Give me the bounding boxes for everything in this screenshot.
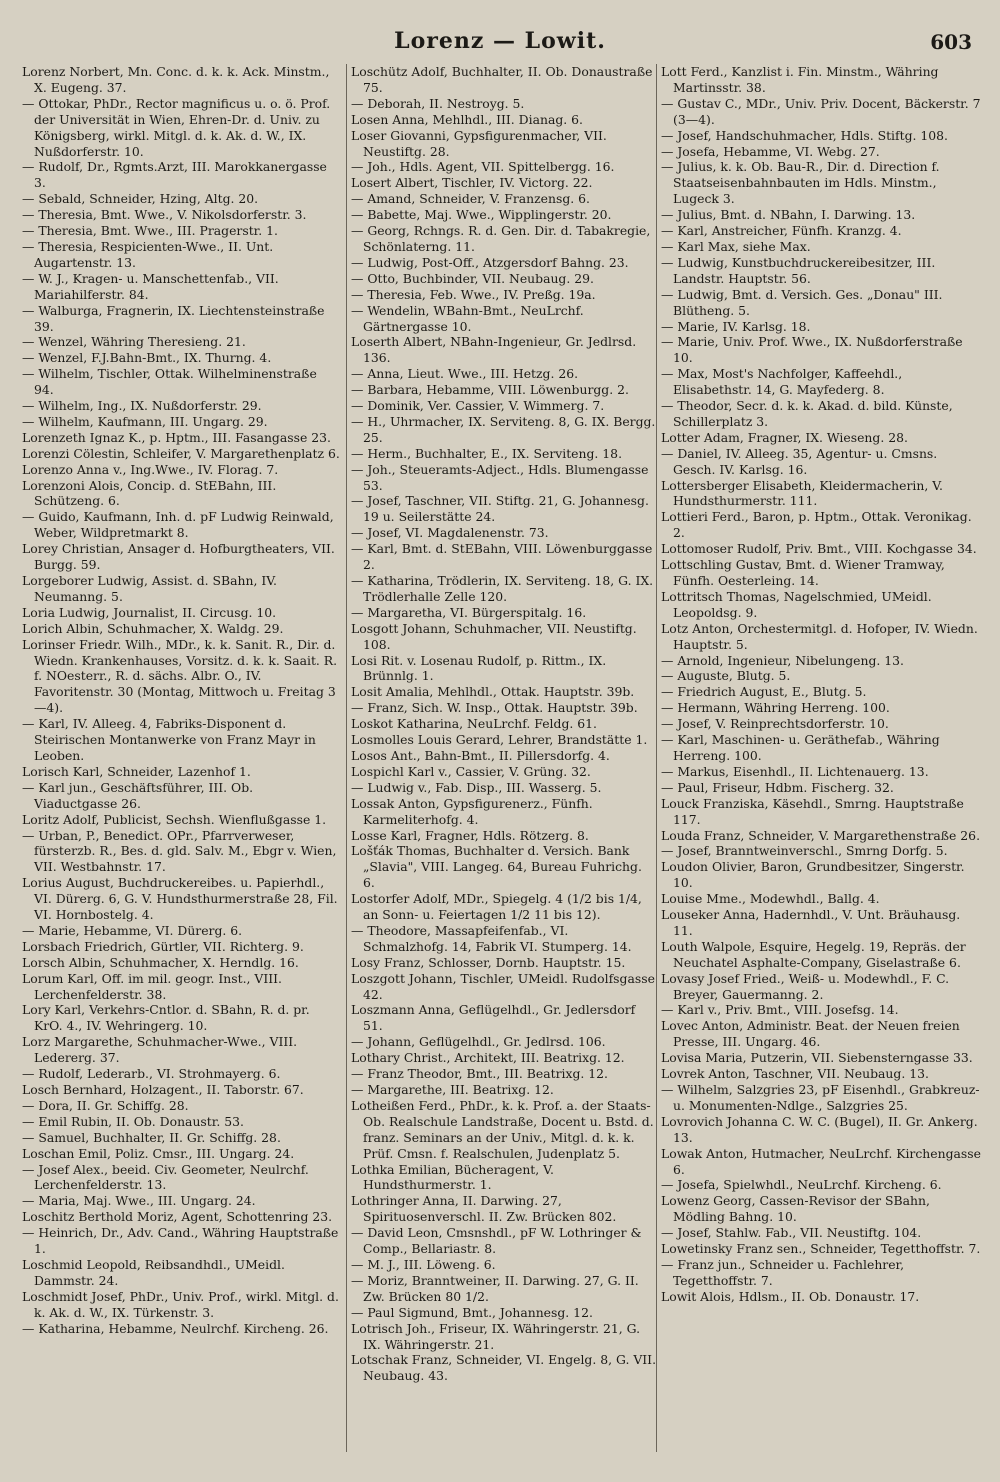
directory-entry: Lostorfer Adolf, MDr., Spiegelg. 4 (1/2 bis 1/4, an Sonn- u. Feiertagen 1/2 11 bis 12).	[351, 891, 642, 923]
directory-entry: Lorius August, Buchdruckereibes. u. Papierhdl., VI. Dürerg. 6, G. V. Hundsthurmerstraße 28, Fil. VI. Hornbostelg. 4.	[22, 875, 338, 923]
directory-entry: — Dominik, Ver. Cassier, V. Wimmerg. 7.	[351, 398, 605, 414]
directory-entry: Lotrisch Joh., Friseur, IX. Währingerstr. 21, G. IX. Währingerstr. 21.	[351, 1320, 641, 1352]
directory-entry: — Josef, VI. Magdalenenstr. 73.	[351, 525, 549, 541]
directory-entry: Louth Walpole, Esquire, Hegelg. 19, Repräs. der Neuchatel Asphalte-Company, Giselastraße 6.	[661, 938, 966, 970]
page-header	[0, 28, 1000, 62]
directory-entry: Losse Karl, Fragner, Hdls. Rötzerg. 8.	[351, 827, 589, 843]
directory-entry: — Ludwig, Bmt. d. Versich. Ges. „Donau" III. Blütheng. 5.	[661, 286, 943, 318]
directory-entry: — Guido, Kaufmann, Inh. d. pF Ludwig Reinwald, Weber, Wildpretmarkt 8.	[22, 509, 334, 541]
column-3	[656, 64, 983, 1452]
directory-entry: Lovasy Josef Fried., Weiß- u. Modewhdl., F. C. Breyer, Gauermanng. 2.	[661, 970, 950, 1002]
directory-entry: — Wenzel, F.J.Bahn-Bmt., IX. Thurng. 4.	[22, 350, 272, 366]
directory-entry: Loserth Albert, NBahn-Ingenieur, Gr. Jedlrsd. 136.	[351, 334, 637, 366]
directory-entry: — Wilhelm, Salzgries 23, pF Eisenhdl., Grabkreuz- u. Monumenten-Ndlge., Salzgries 25.	[661, 1082, 980, 1113]
directory-entry: Lovrek Anton, Taschner, VII. Neubaug. 13.	[661, 1066, 929, 1082]
directory-entry: — Rudolf, Lederarb., VI. Strohmayerg. 6.	[22, 1066, 281, 1082]
directory-entry: Lothringer Anna, II. Darwing. 27, Spirituosenverschl. II. Zw. Brücken 802.	[351, 1193, 617, 1225]
directory-entry: Loschütz Adolf, Buchhalter, II. Ob. Donaustraße 75.	[351, 64, 653, 95]
directory-entry: — Karl jun., Geschäftsführer, III. Ob. Viaductgasse 26.	[22, 779, 254, 811]
directory-entry: — Wilhelm, Kaufmann, III. Ungarg. 29.	[22, 413, 268, 429]
directory-entry: Losit Amalia, Mehlhdl., Ottak. Hauptstr. 39b.	[351, 684, 635, 700]
directory-entry: — Wenzel, Währing Theresieng. 21.	[22, 334, 246, 350]
directory-entry: Lorinser Friedr. Wilh., MDr., k. k. Sanit. R., Dir. d. Wiedn. Krankenhauses, Vorsitz. d. k. k. Saait. R. f. NOesterr., R. d. sächs. Albr. O., IV. Favoritenstr. 30 (Montag, Mittwoch u. Freitag 3—4).	[22, 636, 338, 716]
directory-entry: Losi Rit. v. Losenau Rudolf, p. Rittm., IX. Brünnlg. 1.	[351, 652, 607, 684]
directory-entry: Losch Bernhard, Holzagent., II. Taborstr. 67.	[22, 1082, 304, 1097]
directory-entry: — Rudolf, Dr., Rgmts.Arzt, III. Marokkanergasse 3.	[22, 159, 327, 191]
directory-entry: Lott Ferd., Kanzlist i. Fin. Minstm., Währing Martinsstr. 38.	[661, 64, 939, 95]
directory-entry: — Arnold, Ingenieur, Nibelungeng. 13.	[661, 652, 904, 668]
directory-entry: Lorenz Norbert, Mn. Conc. d. k. k. Ack. Minstm., X. Eugeng. 37.	[22, 64, 330, 95]
directory-entry: Loschitz Berthold Moriz, Agent, Schottenring 23.	[22, 1209, 333, 1225]
directory-entry: — Josef, Stahlw. Fab., VII. Neustiftg. 104.	[661, 1225, 922, 1241]
directory-entry: — Auguste, Blutg. 5.	[661, 668, 791, 684]
directory-entry: — Karl, Bmt. d. StEBahn, VIII. Löwenburggasse 2.	[351, 541, 653, 573]
directory-entry: — H., Uhrmacher, IX. Serviteng. 8, G. IX. Bergg. 25.	[351, 413, 656, 445]
directory-entry: Lottomoser Rudolf, Priv. Bmt., VIII. Kochgasse 34.	[661, 541, 977, 557]
directory-entry: — Josef, Branntweinverschl., Smrng Dorfg. 5.	[661, 843, 948, 859]
directory-entry: Lotter Adam, Fragner, IX. Wieseng. 28.	[661, 429, 908, 445]
column-2	[346, 64, 657, 1452]
directory-entry: Lospichl Karl v., Cassier, V. Grüng. 32.	[351, 763, 591, 779]
directory-entry: — Franz Theodor, Bmt., III. Beatrixg. 12.	[351, 1066, 608, 1082]
directory-entry: Losy Franz, Schlosser, Dornb. Hauptstr. 15.	[351, 954, 626, 970]
directory-entry: Louda Franz, Schneider, V. Margarethenstraße 26.	[661, 827, 981, 843]
directory-entry: — Urban, P., Benedict. OPr., Pfarrverweser, fürsterzb. R., Bes. d. gld. Salv. M., Ebgr v. Wien, VII. Westbahnstr. 17.	[22, 827, 337, 875]
directory-entry: — Maria, Maj. Wwe., III. Ungarg. 24.	[22, 1193, 256, 1209]
directory-entry: Lorz Margarethe, Schuhmacher-Wwe., VIII. Ledererg. 37.	[22, 1034, 298, 1066]
directory-entry: — Theresia, Bmt. Wwe., V. Nikolsdorferstr. 3.	[22, 207, 307, 223]
directory-entry: — Franz, Sich. W. Insp., Ottak. Hauptstr. 39b.	[351, 700, 638, 716]
directory-entry: — Margarethe, III. Beatrixg. 12.	[351, 1082, 554, 1097]
directory-entry: — Marie, Hebamme, VI. Dürerg. 6.	[22, 922, 243, 938]
directory-entry: — Gustav C., MDr., Univ. Priv. Docent, Bäckerstr. 7 (3—4).	[661, 95, 981, 127]
directory-entry: — Katharina, Trödlerin, IX. Serviteng. 18, G. IX. Trödlerhalle Zelle 120.	[351, 573, 654, 604]
directory-entry: — Markus, Eisenhdl., II. Lichtenauerg. 13.	[661, 763, 929, 779]
directory-entry: — Theresia, Bmt. Wwe., III. Pragerstr. 1.	[22, 223, 278, 239]
directory-entry: Lorsbach Friedrich, Gürtler, VII. Richterg. 9.	[22, 938, 304, 954]
directory-entry: Lowak Anton, Hutmacher, NeuLrchf. Kirchengasse 6.	[661, 1145, 981, 1177]
directory-entry: — Theresia, Feb. Wwe., IV. Preßg. 19a.	[351, 286, 596, 302]
directory-entry: Lorsch Albin, Schuhmacher, X. Herndlg. 16.	[22, 954, 299, 970]
directory-entry: Loszgott Johann, Tischler, UMeidl. Rudolfsgasse 42.	[351, 970, 655, 1002]
directory-entry: Lottschling Gustav, Bmt. d. Wiener Tramway, Fünfh. Oesterleing. 14.	[661, 557, 945, 588]
directory-entry: — Karl, IV. Alleeg. 4, Fabriks-Disponent d. Steirischen Montanwerke von Franz Mayr in Leoben.	[22, 716, 316, 763]
directory-entry: — Karl, Anstreicher, Fünfh. Kranzg. 4.	[661, 223, 902, 239]
directory-entry: — Josef, Taschner, VII. Stiftg. 21, G. Johannesg. 19 u. Seilerstätte 24.	[351, 493, 649, 525]
directory-entry: — Otto, Buchbinder, VII. Neubaug. 29.	[351, 270, 594, 286]
directory-entry: — Theodor, Secr. d. k. k. Akad. d. bild. Künste, Schillerplatz 3.	[661, 398, 953, 429]
directory-entry: Lowenz Georg, Cassen-Revisor der SBahn, Mödling Bahng. 10.	[661, 1193, 930, 1225]
directory-entry: Lošťák Thomas, Buchhalter d. Versich. Bank „Slavia", VIII. Langeg. 64, Bureau Fuhrichg. 6.	[351, 843, 642, 891]
directory-entry: — Friedrich August, E., Blutg. 5.	[661, 684, 867, 700]
directory-entry: Loudon Olivier, Baron, Grundbesitzer, Singerstr. 10.	[661, 859, 965, 891]
directory-entry: — Hermann, Währing Herreng. 100.	[661, 700, 890, 716]
directory-entry: Lovrovich Johanna C. W. C. (Bugel), II. Gr. Ankerg. 13.	[661, 1113, 978, 1145]
directory-entry: Lorenzeth Ignaz K., p. Hptm., III. Fasangasse 23.	[22, 429, 331, 445]
directory-entry: — Joh., Hdls. Agent, VII. Spittelbergg. 16.	[351, 159, 615, 175]
directory-entry: Lotheißen Ferd., PhDr., k. k. Prof. a. der Staats-Ob. Realschule Landstraße, Docent u. Bstd. d. franz. Seminars an der Univ., Mitgl. d. k. k. Prüf. Cmsn. f. Realschulen, Judenplatz 5.	[351, 1097, 654, 1161]
directory-entry: — Emil Rubin, II. Ob. Donaustr. 53.	[22, 1113, 244, 1129]
directory-entry: — Karl v., Priv. Bmt., VIII. Josefsg. 14.	[661, 1002, 899, 1018]
directory-entry: — Josefa, Hebamme, VI. Webg. 27.	[661, 143, 880, 159]
directory-entry: — Dora, II. Gr. Schiffg. 28.	[22, 1097, 189, 1113]
directory-entry: — Marie, IV. Karlsg. 18.	[661, 318, 811, 334]
directory-entry: — Amand, Schneider, V. Franzensg. 6.	[351, 191, 590, 207]
directory-entry: Lothary Christ., Architekt, III. Beatrixg. 12.	[351, 1050, 625, 1066]
directory-entry: Lowit Alois, Hdlsm., II. Ob. Donaustr. 17.	[661, 1288, 920, 1304]
directory-entry: — Daniel, IV. Alleeg. 35, Agentur- u. Cmsns. Gesch. IV. Karlsg. 16.	[661, 445, 938, 477]
directory-entry: — Julius, k. k. Ob. Bau-R., Dir. d. Direction f. Staatseisenbahnbauten im Hdls. Minstm., Lugeck 3.	[661, 159, 940, 207]
directory-entry: — Sebald, Schneider, Hzing, Altg. 20.	[22, 191, 259, 207]
directory-entry: Lossak Anton, Gypsfigurenerz., Fünfh. Karmeliterhofg. 4.	[351, 795, 593, 827]
directory-entry: Lovisa Maria, Putzerin, VII. Siebensterngasse 33.	[661, 1050, 973, 1066]
directory-entry: — Babette, Maj. Wwe., Wipplingerstr. 20.	[351, 207, 612, 223]
directory-entry: — Josef, V. Reinprechtsdorferstr. 10.	[661, 716, 889, 732]
directory-entry: — Georg, Rchngs. R. d. Gen. Dir. d. Tabakregie, Schönlaterng. 11.	[351, 223, 651, 254]
directory-entry: Lorenzi Cölestin, Schleifer, V. Margarethenplatz 6.	[22, 445, 340, 461]
directory-entry: Lovec Anton, Administr. Beat. der Neuen freien Presse, III. Ungarg. 46.	[661, 1018, 960, 1050]
directory-entry: Losen Anna, Mehlhdl., III. Dianag. 6.	[351, 111, 583, 127]
page-number: 603	[930, 30, 972, 54]
directory-entry: — Josefa, Spielwhdl., NeuLrchf. Kircheng. 6.	[661, 1177, 942, 1193]
directory-entry: Lorum Karl, Off. im mil. geogr. Inst., VIII. Lerchenfelderstr. 38.	[22, 970, 282, 1002]
directory-entry: Lorgeborer Ludwig, Assist. d. SBahn, IV. Neumanng. 5.	[22, 573, 277, 604]
directory-entry: Louck Franziska, Käsehdl., Smrng. Hauptstraße 117.	[661, 795, 964, 827]
directory-entry: Loritz Adolf, Publicist, Sechsh. Wienflußgasse 1.	[22, 811, 327, 827]
directory-entry: — Katharina, Hebamme, Neulrchf. Kircheng. 26.	[22, 1320, 329, 1336]
directory-entry: Loschmid Leopold, Reibsandhdl., UMeidl. Dammstr. 24.	[22, 1256, 285, 1288]
directory-entry: — Walburga, Fragnerin, IX. Liechtensteinstraße 39.	[22, 302, 325, 334]
directory-entry: — Josef, Handschuhmacher, Hdls. Stiftg. 108.	[661, 127, 948, 143]
directory-entry: — Max, Most's Nachfolger, Kaffeehdl., Elisabethstr. 14, G. Mayfederg. 8.	[661, 366, 903, 398]
directory-entry: — Franz jun., Schneider u. Fachlehrer, Tegetthoffstr. 7.	[661, 1256, 905, 1288]
directory-entry: Louise Mme., Modewhdl., Ballg. 4.	[661, 891, 880, 907]
directory-entry: Loskot Katharina, NeuLrchf. Feldg. 61.	[351, 716, 597, 732]
directory-entry: — Wendelin, WBahn-Bmt., NeuLrchf. Gärtnergasse 10.	[351, 302, 584, 334]
directory-entry: — Joh., Steueramts-Adject., Hdls. Blumengasse 53.	[351, 461, 649, 493]
directory-entry: Lottritsch Thomas, Nagelschmied, UMeidl. Leopoldsg. 9.	[661, 588, 932, 620]
directory-entry: — Wilhelm, Ing., IX. Nußdorferstr. 29.	[22, 398, 262, 414]
directory-entry: — Marie, Univ. Prof. Wwe., IX. Nußdorferstraße 10.	[661, 334, 963, 366]
directory-entry: — Paul Sigmund, Bmt., Johannesg. 12.	[351, 1304, 593, 1320]
directory-entry: Loria Ludwig, Journalist, II. Circusg. 10.	[22, 604, 277, 620]
directory-entry: — Johann, Geflügelhdl., Gr. Jedlrsd. 106.	[351, 1034, 606, 1050]
directory-entry: Lothka Emilian, Bücheragent, V. Hundsthurmerstr. 1.	[351, 1161, 554, 1193]
directory-entry: Lottersberger Elisabeth, Kleidermacherin, V. Hundsthurmerstr. 111.	[661, 477, 943, 509]
directory-entry: Lowetinsky Franz sen., Schneider, Tegetthoffstr. 7.	[661, 1241, 981, 1257]
directory-entry: Losmolles Louis Gerard, Lehrer, Brandstätte 1.	[351, 732, 648, 748]
directory-entry: Lorenzoni Alois, Concip. d. StEBahn, III. Schützeng. 6.	[22, 477, 277, 509]
directory-entry: — Theodore, Massapfeifenfab., VI. Schmalzhofg. 14, Fabrik VI. Stumperg. 14.	[351, 922, 632, 954]
directory-entry: Loschan Emil, Poliz. Cmsr., III. Ungarg. 24.	[22, 1145, 295, 1161]
directory-entry: Lory Karl, Verkehrs-Cntlor. d. SBahn, R. d. pr. KrO. 4., IV. Wehringerg. 10.	[22, 1002, 310, 1034]
directory-entry: — Herm., Buchhalter, E., IX. Serviteng. 18.	[351, 445, 623, 461]
directory-entry: — Samuel, Buchhalter, II. Gr. Schiffg. 28.	[22, 1129, 281, 1145]
directory-entry: Losert Albert, Tischler, IV. Victorg. 22.	[351, 175, 593, 191]
directory-entry: — Julius, Bmt. d. NBahn, I. Darwing. 13.	[661, 207, 916, 223]
directory-entry: Lorich Albin, Schuhmacher, X. Waldg. 29.	[22, 620, 284, 636]
directory-entry: — Paul, Friseur, Hdbm. Fischerg. 32.	[661, 779, 894, 795]
directory-entry: Loszmann Anna, Geflügelhdl., Gr. Jedlersdorf 51.	[351, 1002, 636, 1034]
directory-entry: — David Leon, Cmsnshdl., pF W. Lothringer & Comp., Bellariastr. 8.	[351, 1225, 642, 1257]
directory-entry: — Deborah, II. Nestroyg. 5.	[351, 95, 525, 111]
directory-entry: Lorisch Karl, Schneider, Lazenhof 1.	[22, 763, 251, 779]
directory-entry: Losos Ant., Bahn-Bmt., II. Pillersdorfg. 4.	[351, 747, 610, 763]
directory-entry: Lorenzo Anna v., Ing.Wwe., IV. Florag. 7.	[22, 461, 279, 477]
directory-entry: — Wilhelm, Tischler, Ottak. Wilhelminenstraße 94.	[22, 366, 317, 398]
directory-entry: Losgott Johann, Schuhmacher, VII. Neustiftg. 108.	[351, 620, 637, 652]
directory-entry: — Moriz, Branntweiner, II. Darwing. 27, G. II. Zw. Brücken 80 1/2.	[351, 1272, 639, 1304]
directory-entry: — Theresia, Respicienten-Wwe., II. Unt. Augartenstr. 13.	[22, 238, 274, 270]
directory-entry: — M. J., III. Löweng. 6.	[351, 1256, 496, 1272]
directory-entry: — Josef Alex., beeid. Civ. Geometer, Neulrchf. Lerchenfelderstr. 13.	[22, 1161, 309, 1193]
directory-entry: — Ludwig, Kunstbuchdruckereibesitzer, III. Landstr. Hauptstr. 56.	[661, 254, 936, 286]
directory-entry: — Margaretha, VI. Bürgerspitalg. 16.	[351, 604, 587, 620]
directory-entry: — Heinrich, Dr., Adv. Cand., Währing Hauptstraße 1.	[22, 1225, 339, 1257]
directory-entry: — Karl Max, siehe Max.	[661, 238, 811, 254]
directory-entry: Lotz Anton, Orchestermitgl. d. Hofoper, IV. Wiedn. Hauptstr. 5.	[661, 620, 978, 652]
directory-entry: — Ottokar, PhDr., Rector magnificus u. o. ö. Prof. der Universität in Wien, Ehren-Dr. d. Univ. zu Königsberg, wirkl. Mitgl. d. k. Ak. d. W., IX. Nußdorferstr. 10.	[22, 95, 331, 159]
directory-entry: Lottieri Ferd., Baron, p. Hptm., Ottak. Veronikag. 2.	[661, 509, 972, 541]
directory-entry: Louseker Anna, Hadernhdl., V. Unt. Bräuhausg. 11.	[661, 907, 961, 938]
running-head: Lorenz — Lowit.	[394, 28, 606, 54]
directory-entry: Loser Giovanni, Gypsfigurenmacher, VII. Neustiftg. 28.	[351, 127, 607, 159]
directory-entry: Lotschak Franz, Schneider, VI. Engelg. 8, G. VII. Neubaug. 43.	[351, 1352, 657, 1384]
directory-entry: — Karl, Maschinen- u. Geräthefab., Währing Herreng. 100.	[661, 732, 940, 763]
directory-entry: Lorey Christian, Ansager d. Hofburgtheaters, VII. Burgg. 59.	[22, 541, 335, 573]
directory-entry: — W. J., Kragen- u. Manschettenfab., VII. Mariahilferstr. 84.	[22, 270, 279, 302]
directory-entry: — Barbara, Hebamme, VIII. Löwenburgg. 2.	[351, 382, 629, 398]
directory-entry: — Ludwig v., Fab. Disp., III. Wasserg. 5.	[351, 779, 602, 795]
column-1	[22, 64, 340, 1452]
directory-entry: — Anna, Lieut. Wwe., III. Hetzg. 26.	[351, 366, 579, 382]
directory-entry: — Ludwig, Post-Off., Atzgersdorf Bahng. 23.	[351, 254, 629, 270]
directory-entry: Loschmidt Josef, PhDr., Univ. Prof., wirkl. Mitgl. d. k. Ak. d. W., IX. Türkenstr. 3.	[22, 1288, 339, 1320]
